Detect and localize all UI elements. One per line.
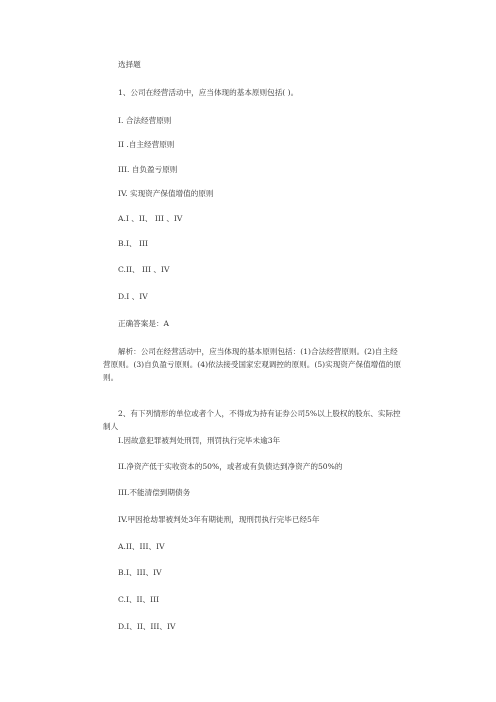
question-1-statement: I. 合法经营原则 — [118, 116, 172, 125]
question-1-statement: IV. 实现资产保值增值的原则 — [118, 189, 214, 198]
question-1-statement: II .自主经营原则 — [118, 140, 175, 149]
question-1-answer: 正确答案是：A — [118, 319, 170, 328]
question-2-stem: 2、有下列情形的单位或者个人，不得成为持有证券公司5%以上股权的股东、实际控制人 — [103, 409, 401, 431]
question-2-option: B.I、III、IV — [118, 568, 162, 577]
question-1-option: C.II、 III 、IV — [118, 265, 170, 274]
section-title: 选择题 — [118, 60, 141, 69]
question-1-statement: III. 自负盈亏原则 — [118, 165, 178, 174]
question-2-statement: I.因故意犯罪被判处刑罚，刑罚执行完毕未逾3年 — [118, 436, 281, 445]
question-1-option: D.I 、IV — [118, 292, 148, 301]
question-1-stem: 1、公司在经营活动中，应当体现的基本原则包括( )。 — [118, 88, 299, 97]
question-2-option: A.II、III、IV — [118, 542, 165, 551]
question-2-statement: III.不能清偿到期债务 — [118, 488, 191, 497]
question-1-option: B.I、 III — [118, 239, 149, 248]
question-2-statement: IV.甲因抢劫罪被判处3年有期徒刑，现刑罚执行完毕已经5年 — [118, 515, 320, 524]
question-2-option: D.I、II、III、IV — [118, 622, 176, 631]
question-2-option: C.I、II、III — [118, 595, 160, 604]
question-1-option: A.I 、II、 III 、IV — [118, 214, 183, 223]
question-1-explanation: 解析：公司在经营活动中，应当体现的基本原则包括：(1)合法经营原则。(2)自主经营原则。(3)自负盈亏原则。(4)依法接受国家宏观调控的原则。(5)实现资产保值增值的原则。 — [103, 347, 402, 382]
question-2-statement: II.净资产低于实收资本的50%，或者或有负债达到净资产的50%的 — [118, 462, 343, 471]
